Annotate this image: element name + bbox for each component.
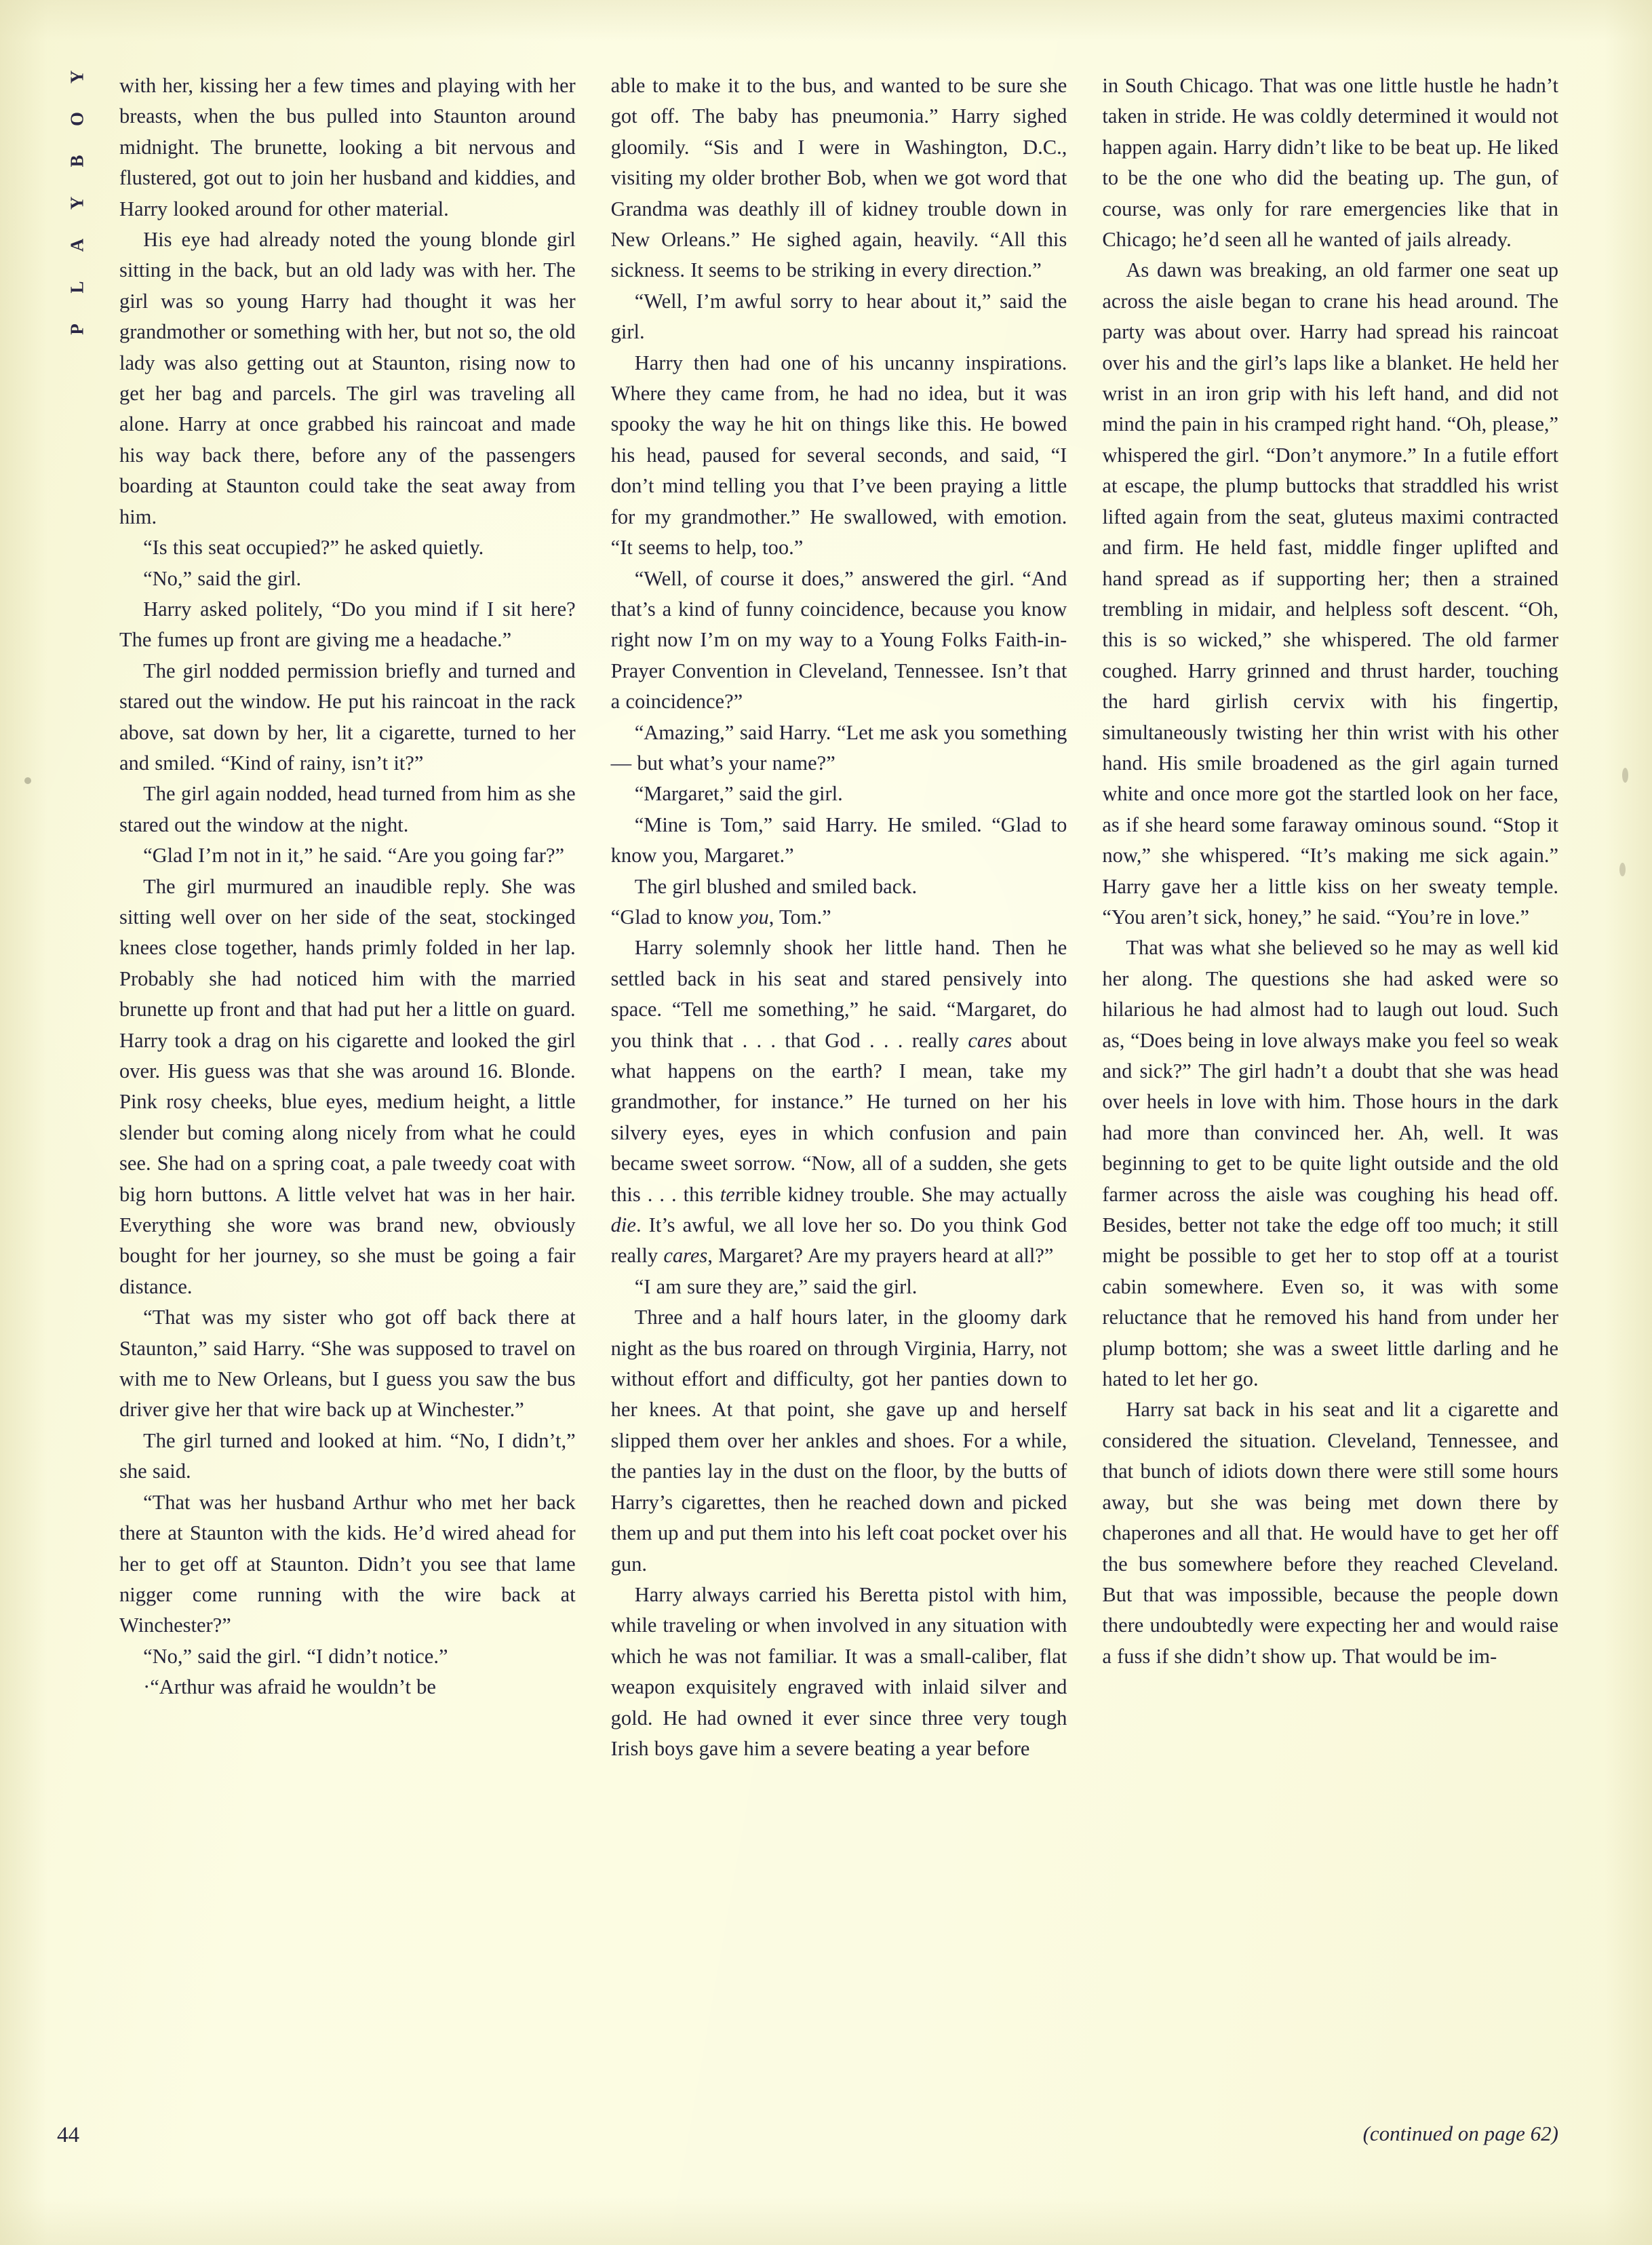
scan-blemish (1622, 768, 1628, 783)
scan-blemish (24, 777, 31, 784)
body-paragraph: The girl blushed and smiled back. (634, 874, 918, 898)
body-paragraph: Harry then had one of his uncanny inspirations. Where they came from, he had no idea, but it was spooky the way he hit on things like this. He bowed his head, paused for several seconds, and said, “I don’t mind telling you that I’ve been praying a little for my grandmother.” He swallowed, with emotion. “It seems to help, too.” (610, 351, 1067, 560)
emphasis-text: die (610, 1213, 636, 1237)
body-paragraph: His eye had already noted the young blonde girl sitting in the back, but an old lady was with her. The girl was so young Harry had thought it was her grandmother or something with her, but not so, the old lady was also getting out at Staunton, rising now to get her bag and parcels. The girl was traveling all alone. Harry at once grabbed his raincoat and made his way back there, before any of the passengers boarding at Staunton could take the seat away from him. (119, 228, 576, 528)
emphasis-text: cares (968, 1028, 1012, 1052)
emphasis-text: you (739, 905, 769, 929)
body-paragraph: “No,” said the girl. (143, 566, 302, 590)
body-paragraph: “Amazing,” said Harry. “Let me ask you something — but what’s your name?” (610, 720, 1067, 775)
body-paragraph: Harry sat back in his seat and lit a cigarette and considered the situation. Cleveland, Tennessee, and that bunch of idiots down there were still some hours away, but she was being met down there by chaperones and all that. He would have to get her off the bus somewhere before they reached Cleveland. But that was impossible, because the people down there undoubtedly were expecting her and would raise a fuss if she didn’t show up. That would be im- (1102, 1398, 1559, 1668)
body-paragraph: Three and a half hours later, in the gloomy dark night as the bus roared on through Virginia, Harry, not without effort and difficulty, got her panties down to her knees. At that point, she gave up and herself slipped them over her ankles and shoes. For a while, the panties lay in the dust on the floor, by the butts of Harry’s cigarettes, then he reached down and picked them up and put them into his left coat pocket over his gun. (610, 1306, 1067, 1576)
body-paragraph: “Mine is Tom,” said Harry. He smiled. “Glad to know you, Margaret.” (610, 813, 1067, 867)
body-paragraph: ·“Arthur was afraid he wouldn’t be (143, 1675, 436, 1699)
article-body-columns (119, 71, 1558, 2105)
body-paragraph: “Glad I’m not in it,” he said. “Are you going far?” (143, 844, 565, 867)
column-3 (1102, 71, 1558, 2105)
scan-blemish (1619, 863, 1626, 876)
column-1 (119, 71, 576, 2105)
body-paragraph: The girl turned and looked at him. “No, I didn’t,” she said. (119, 1428, 576, 1483)
body-paragraph: able to make it to the bus, and wanted to be sure she got off. The baby has pneumonia.” Harry sighed gloomily. “Sis and I were in Washington, D.C., visiting my older brother Bob, when we got word that Grandma was deathly ill of kidney trouble down in New Orleans.” He sighed again, heavily. “All this sickness. It seems to be striking in every direction.” (610, 74, 1067, 282)
body-paragraph: The girl nodded permission briefly and turned and stared out the window. He put his raincoat in the rack above, sat down by her, lit a cigarette, turned to her and smiled. “Kind of rainy, isn’t it?” (119, 659, 576, 775)
body-paragraph: “No,” said the girl. “I didn’t notice.” (143, 1644, 448, 1668)
masthead-letter: L (66, 281, 87, 294)
emphasis-text: ter (720, 1182, 743, 1206)
masthead-letter: O (66, 112, 87, 127)
page-edge-shading-top (0, 0, 1652, 41)
body-paragraph: “Margaret,” said the girl. (634, 782, 843, 806)
body-paragraph: “That was her husband Arthur who met her back there at Staunton with the kids. He’d wired ahead for her to get off at Staunton. Didn’t you see that lame nigger come running with the wire back at Winchester?” (119, 1490, 576, 1637)
emphasis-text: cares (663, 1244, 708, 1268)
masthead-letter: P (66, 324, 87, 335)
continued-on-note: (continued on page 62) (1362, 2122, 1558, 2145)
masthead-letter: B (66, 155, 87, 168)
body-paragraph: Harry always carried his Beretta pistol with him, while traveling or when involved in any situation with which he was not familiar. It was a small-caliber, flat weapon exquisitely engraved with inlaid silver and gold. He had owned it ever since three very tough Irish boys gave him a severe beating a year before (610, 1582, 1067, 1760)
body-paragraph: Harry asked politely, “Do you mind if I sit here? The fumes up front are giving me a headache.” (119, 597, 576, 652)
body-paragraph: The girl murmured an inaudible reply. She was sitting well over on her side of the seat, stockinged knees close together, hands primly folded in her lap. Probably she had noticed him with the married brunette up front and that had put her a little on guard. Harry took a drag on his cigarette and looked the girl over. His guess was that she was around 16. Blonde. Pink rosy cheeks, blue eyes, medium height, a little slender but coming along nicely from what he could see. She had on a spring coat, a pale tweedy coat with big horn buttons. A little velvet hat was in her hair. Everything she wore was brand new, obviously bought for her journey, so she must be going a fair distance. (119, 874, 576, 1298)
masthead-letter: Y (66, 70, 87, 84)
page-edge-shading-bottom (0, 2198, 1652, 2245)
body-paragraph: Harry solemnly shook her little hand. Then he settled back in his seat and stared pensively into space. “Tell me something,” he said. “Margaret, do you think that . . . that God . . . really cares about what happens on the earth? I mean, take my grandmother, for instance.” He turned on her his silvery eyes, eyes in which confusion and pain became sweet sorrow. “Now, all of a sudden, she gets this . . . this terrible kidney trouble. She may actually die. It’s awful, we all love her so. Do you think God really cares, Margaret? Are my prayers heard at all?” (610, 936, 1067, 1268)
body-paragraph: with her, kissing her a few times and playing with her breasts, when the bus pulled into Staunton around midnight. The brunette, looking a bit nervous and flustered, got out to join her husband and kiddies, and Harry looked around for other material. (119, 74, 576, 220)
masthead-letter: A (66, 238, 87, 252)
body-paragraph: in South Chicago. That was one little hustle he hadn’t taken in stride. He was coldly determined it would not happen again. Harry didn’t like to be beat up. He liked to be the one who did the beating up. The gun, of course, was only for rare emergencies like that in Chicago; he’d seen all he wanted of jails already. (1102, 74, 1559, 252)
page-number: 44 (57, 2123, 79, 2147)
body-paragraph: “I am sure they are,” said the girl. (634, 1274, 918, 1298)
page-edge-shading-left (0, 0, 47, 2245)
playboy-vertical-masthead (57, 68, 98, 362)
body-paragraph: “Well, I’m awful sorry to hear about it,” said the girl. (610, 289, 1067, 344)
body-paragraph: “Glad to know you, Tom.” (610, 905, 831, 929)
body-paragraph: “That was my sister who got off back there at Staunton,” said Harry. “She was supposed to travel on with me to New Orleans, but I guess you saw the bus driver give her that wire back up at Winchester.” (119, 1306, 576, 1422)
body-paragraph: That was what she believed so he may as well kid her along. The questions she had asked were so hilarious he had almost had to laugh out loud. Such as, “Does being in love always make you feel so weak and sick?” The girl hadn’t a doubt that she was head over heels in love with him. Those hours in the dark had more than convinced her. Ah, well. It was beginning to get to be quite light outside and the old farmer across the aisle was coughing his head off. Besides, better not take the edge off too much; it still might be possible to get her to stop off at a tourist cabin somewhere. Even so, it was with some reluctance that he removed his hand from under her plump bottom; she was a sweet little darling and he hated to let her go. (1102, 936, 1559, 1391)
body-paragraph: “Well, of course it does,” answered the girl. “And that’s a kind of funny coincidence, because you know right now I’m on my way to a Young Folks Faith-in-Prayer Convention in Cleveland, Tennessee. Isn’t that a coincidence?” (610, 566, 1067, 714)
column-2 (611, 71, 1067, 2105)
masthead-letter: Y (66, 196, 87, 210)
page-edge-shading-right (1605, 0, 1652, 2245)
body-paragraph: The girl again nodded, head turned from him as she stared out the window at the night. (119, 782, 576, 836)
body-paragraph: As dawn was breaking, an old farmer one seat up across the aisle began to crane his head around. The party was about over. Harry had spread his raincoat over his and the girl’s laps like a blanket. He held her wrist in an iron grip with his left hand, and did not mind the pain in his cramped right hand. “Oh, please,” whispered the girl. “Don’t anymore.” In a futile effort at escape, the plump buttocks that straddled his wrist lifted again from the seat, gluteus maximi contracted and firm. He held fast, middle finger uplifted and hand spread as if supporting her; then a strained trembling in midair, and helpless soft descent. “Oh, this is so wicked,” she whispered. The old farmer coughed. Harry grinned and thrust harder, touching the hard girlish cervix with his fingertip, simultaneously twisting her thin wrist with his other hand. His smile broadened as the girl again turned white and once more got the startled look on her face, as if she heard some faraway ominous sound. “Stop it now,” she whispered. “It’s making me sick again.” Harry gave her a little kiss on her sweaty temple. “You aren’t sick, honey,” he said. “You’re in love.” (1102, 258, 1559, 929)
body-paragraph: “Is this seat occupied?” he asked quietly. (143, 536, 484, 560)
